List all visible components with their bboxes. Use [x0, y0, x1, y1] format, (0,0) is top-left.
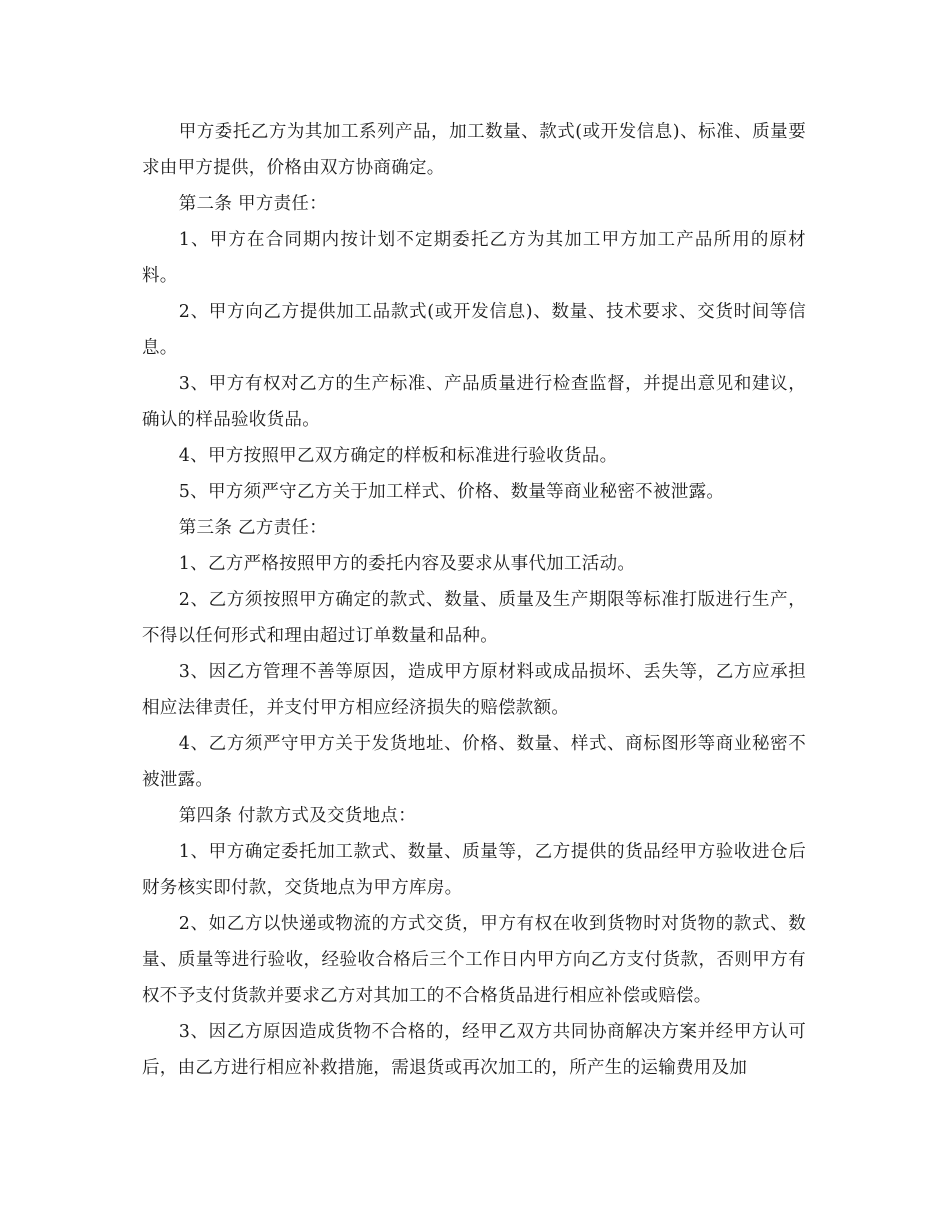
paragraph-party-b-3: 3、因乙方管理不善等原因，造成甲方原材料或成品损坏、丢失等，乙方应承担相应法律责任，并支付甲方相应经济损失的赔偿款额。: [142, 662, 806, 718]
paragraph-party-b-4: 4、乙方须严守甲方关于发货地址、价格、数量、样式、商标图形等商业秘密不被泄露。: [142, 734, 806, 790]
paragraph-party-b-1: 1、乙方严格按照甲方的委托内容及要求从事代加工活动。: [178, 554, 636, 574]
paragraph-party-a-3: 3、甲方有权对乙方的生产标准、产品质量进行检查监督，并提出意见和建议，确认的样品验收货品。: [142, 374, 806, 430]
contract-body: [142, 114, 806, 1086]
section-heading-article-3: 第三条 乙方责任：: [178, 518, 328, 538]
section-heading-article-4: 第四条 付款方式及交货地点：: [178, 806, 417, 826]
paragraph-payment-2: 2、如乙方以快递或物流的方式交货，甲方有权在收到货物时对货物的款式、数量、质量等进行验收，经验收合格后三个工作日内甲方向乙方支付货款，否则甲方有权不予支付货款并要求乙方对其加工的不合格货品进行相应补偿或赔偿。: [142, 914, 806, 1006]
paragraph-payment-1: 1、甲方确定委托加工款式、数量、质量等，乙方提供的货品经甲方验收进仓后财务核实即付款，交货地点为甲方库房。: [142, 842, 806, 898]
paragraph-party-a-2: 2、甲方向乙方提供加工品款式(或开发信息)、数量、技术要求、交货时间等信息。: [142, 302, 806, 358]
section-heading-article-2: 第二条 甲方责任：: [178, 194, 328, 214]
paragraph-party-a-4: 4、甲方按照甲乙双方确定的样板和标准进行验收货品。: [178, 446, 618, 466]
paragraph-intro: 甲方委托乙方为其加工系列产品，加工数量、款式(或开发信息)、标准、质量要求由甲方提供，价格由双方协商确定。: [142, 122, 806, 178]
paragraph-party-b-2: 2、乙方须按照甲方确定的款式、数量、质量及生产期限等标准打版进行生产，不得以任何形式和理由超过订单数量和品种。: [142, 590, 806, 646]
paragraph-payment-3: 3、因乙方原因造成货物不合格的，经甲乙双方共同协商解决方案并经甲方认可后，由乙方进行相应补救措施，需退货或再次加工的，所产生的运输费用及加: [142, 1022, 806, 1078]
paragraph-party-a-5: 5、甲方须严守乙方关于加工样式、价格、数量等商业秘密不被泄露。: [178, 482, 725, 502]
paragraph-party-a-1: 1、甲方在合同期内按计划不定期委托乙方为其加工甲方加工产品所用的原材料。: [142, 230, 806, 286]
